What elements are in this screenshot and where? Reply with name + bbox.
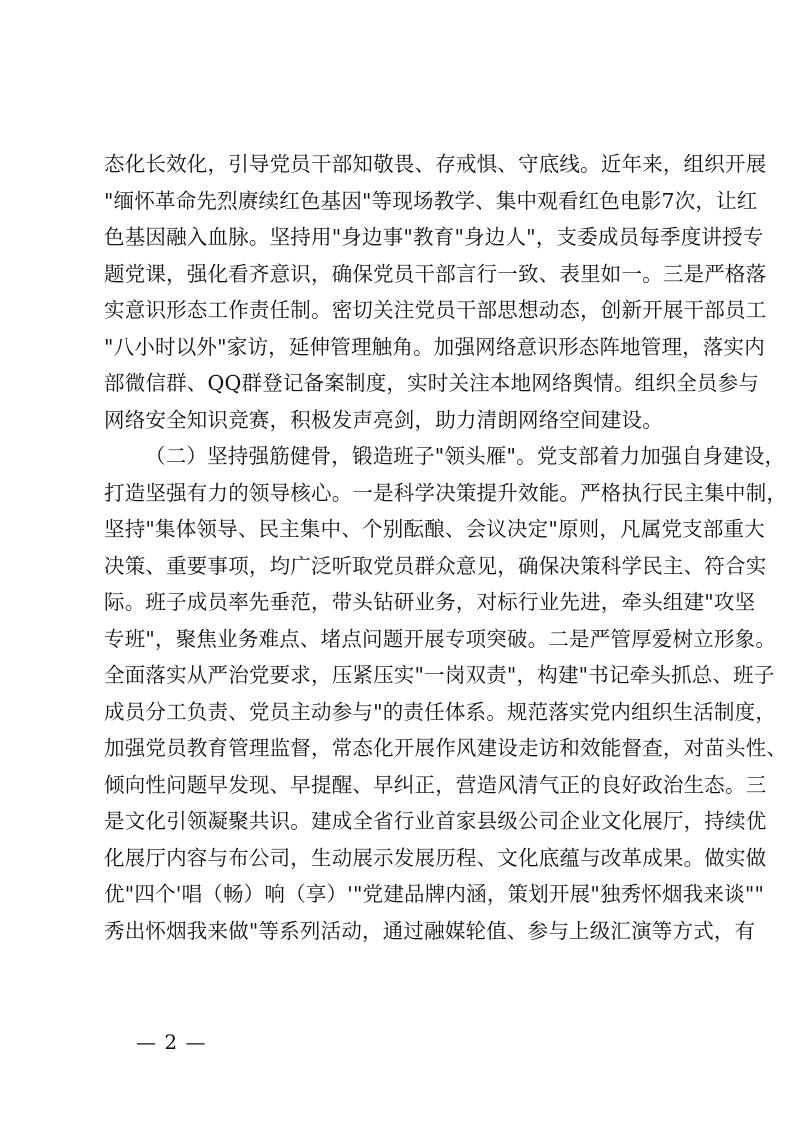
text-line: 坚持"集体领导、民主集中、个别酝酿、会议决定"原则，凡属党支部重大 bbox=[104, 517, 765, 541]
text-line: 加强党员教育管理监督，常态化开展作风建设走访和效能督查，对苗头性、 bbox=[104, 736, 788, 760]
section-heading: （二）坚持强筋健骨，锻造班子"领头雁"。 bbox=[145, 444, 537, 468]
text-line: 决策、重要事项，均广泛听取党员群众意见，确保决策科学民主、符合实 bbox=[104, 553, 767, 578]
text-line: 色基因融入血脉。坚持用"身边事"教育"身边人"，支委成员每季度讲授专 bbox=[104, 225, 764, 249]
text-line: 是文化引领凝聚共识。建成全省行业首家县级公司企业文化展厅，持续优 bbox=[104, 809, 767, 833]
text-line: 专班"，聚焦业务难点、堵点问题开展专项突破。二是严管厚爱树立形象。 bbox=[104, 626, 777, 651]
text-line: 网络安全知识竞赛，积极发声亮剑，助力清朗网络空间建设。 bbox=[104, 407, 663, 432]
section-heading-rest: 党支部着力加强自身建设， bbox=[536, 444, 786, 468]
text-line: 优"四个'唱（畅）响（享）'"党建品牌内涵，策划开展"独秀怀烟我来谈"" bbox=[104, 882, 765, 906]
text-line: "缅怀革命先烈赓续红色基因"等现场教学、集中观看红色电影7次，让红 bbox=[104, 188, 758, 213]
text-line: 秀出怀烟我来做"等系列活动，通过融媒轮值、参与上级汇演等方式，有 bbox=[104, 918, 756, 943]
text-line: "八小时以外"家访，延伸管理触角。加强网络意识形态阵地管理，落实内 bbox=[104, 334, 765, 359]
text-line: 题党课，强化看齐意识，确保党员干部言行一致、表里如一。三是严格落 bbox=[104, 261, 767, 286]
text-line: 打造坚强有力的领导核心。一是科学决策提升效能。严格执行民主集中制， bbox=[104, 480, 788, 505]
text-line: 际。班子成员率先垂范，带头钻研业务，对标行业先进，牵头组建"攻坚 bbox=[104, 590, 756, 614]
text-line: 全面落实从严治党要求，压紧压实"一岗双责"，构建"书记牵头抓总、班子 bbox=[104, 663, 775, 687]
page-number: — 2 — bbox=[136, 1030, 207, 1054]
body-text bbox=[104, 146, 788, 949]
text-line: 部微信群、QQ群登记备案制度，实时关注本地网络舆情。组织全员参与 bbox=[104, 371, 760, 395]
text-line: 成员分工负责、党员主动参与"的责任体系。规范落实党内组织生活制度， bbox=[104, 699, 777, 724]
text-line: 实意识形态工作责任制。密切关注党员干部思想动态，创新开展干部员工 bbox=[104, 298, 767, 322]
section-heading-line bbox=[104, 438, 786, 475]
text-line: 化展厅内容与布公司，生动展示发展历程、文化底蕴与改革成果。做实做 bbox=[104, 845, 767, 870]
text-line: 态化长效化，引导党员干部知敬畏、存戒惧、守底线。近年来，组织开展 bbox=[104, 152, 767, 176]
text-line: 倾向性问题早发现、早提醒、早纠正，营造风清气正的良好政治生态。三 bbox=[104, 772, 767, 797]
